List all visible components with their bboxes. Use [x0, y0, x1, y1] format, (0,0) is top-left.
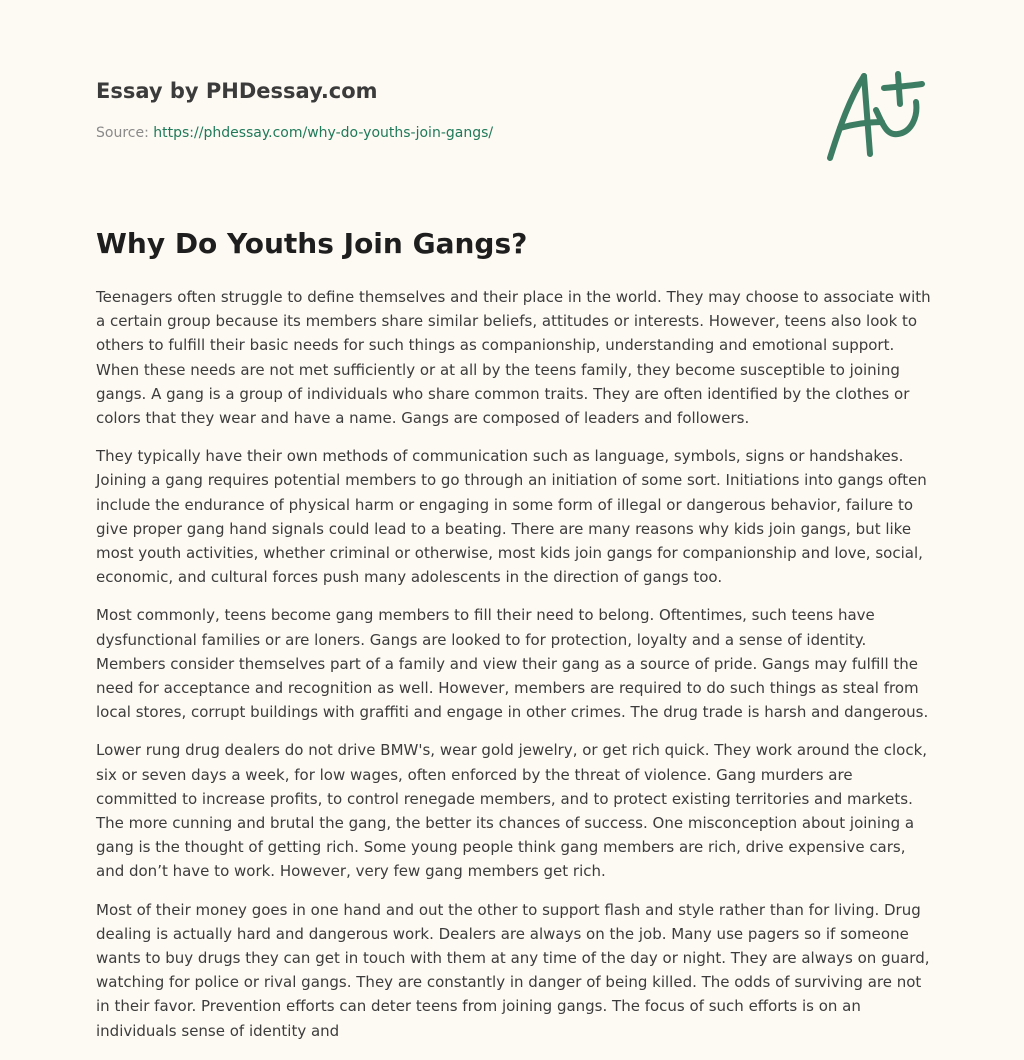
- essay-paragraph: They typically have their own methods of communication such as language, symbols, signs or handshakes. Joining a gang requires potential members to go through an initiation of some sort. Initiations into gangs often include the endurance of physical harm or engaging in some form of illegal or dangerous behavior, failure to give proper gang hand signals could lead to a beating. There are many reasons why kids join gangs, but like most youth activities, whether criminal or otherwise, most kids join gangs for companionship and love, social, economic, and cultural forces push many adolescents in the direction of gangs too.: [96, 447, 927, 587]
- source-label: Source:: [96, 125, 149, 141]
- essay-title: Why Do Youths Join Gangs?: [96, 227, 528, 260]
- essay-paragraph: Most of their money goes in one hand and out the other to support flash and style rather than for living. Drug dealing is actually hard and dangerous work. Dealers are always on the job. Many use pagers so if someone wants to buy drugs they can get in touch with them at any time of the day or night. They are always on guard, watching for police or rival gangs. They are constantly in danger of being killed. The odds of surviving are not in their favor. Prevention efforts can deter teens from joining gangs. The focus of such efforts is on an individuals sense of identity and: [96, 900, 930, 1040]
- source-line: [96, 124, 796, 142]
- essay-body: [96, 285, 932, 1057]
- a-plus-logo-icon: [820, 66, 932, 166]
- source-link[interactable]: https://phdessay.com/why-do-youths-join-gangs/: [153, 125, 494, 141]
- page-header: [96, 78, 796, 142]
- essay-paragraph: Most commonly, teens become gang members to fill their need to belong. Oftentimes, such teens have dysfunctional families or are loners. Gangs are looked to for protection, loyalty and a sense of identity. Members consider themselves part of a family and view their gang as a source of pride. Gangs may fulfill the need for acceptance and recognition as well. However, members are required to do such things as steal from local stores, corrupt buildings with graffiti and engage in other crimes. The drug trade is harsh and dangerous.: [96, 606, 929, 722]
- essay-paragraph: Lower rung drug dealers do not drive BMW's, wear gold jewelry, or get rich quick. They work around the clock, six or seven days a week, for low wages, often enforced by the threat of violence. Gang murders are committed to increase profits, to control renegade members, and to protect existing territories and markets. The more cunning and brutal the gang, the better its chances of success. One misconception about joining a gang is the thought of getting rich. Some young people think gang members are rich, drive expensive cars, and don’t have to work. However, very few gang members get rich.: [96, 741, 928, 881]
- brand-title: Essay by PHDessay.com: [96, 79, 378, 103]
- essay-paragraph: Teenagers often struggle to define themselves and their place in the world. They may choose to associate with a certain group because its members share similar beliefs, attitudes or interests. However, teens also look to others to fulfill their basic needs for such things as companionship, understanding and emotional support. When these needs are not met sufficiently or at all by the teens family, they become susceptible to joining gangs. A gang is a group of individuals who share common traits. They are often identified by the clothes or colors that they wear and have a name. Gangs are composed of leaders and followers.: [96, 288, 931, 428]
